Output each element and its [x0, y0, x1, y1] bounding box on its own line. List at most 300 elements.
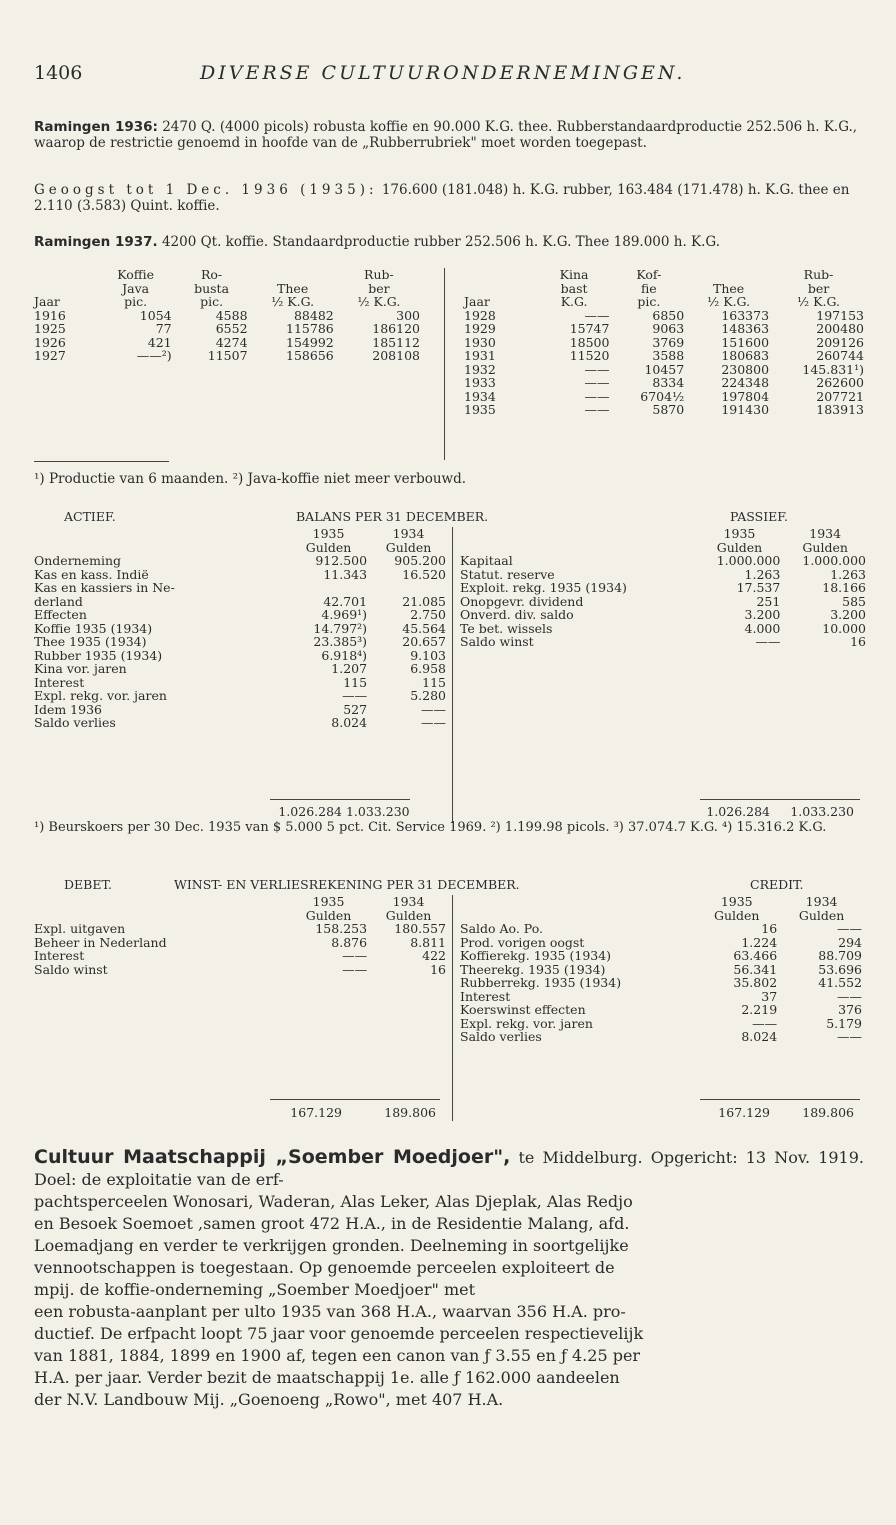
account-label: Expl. rekg. vor. jaren — [34, 688, 167, 703]
wv-title: WINST- EN VERLIESREKENING PER 31 DECEMBER. — [174, 877, 520, 892]
table-cell: 8334 — [652, 375, 685, 390]
account-value: —— — [421, 715, 446, 730]
account-row — [458, 622, 868, 636]
column-header: Jaar — [34, 294, 60, 309]
table-cell: 300 — [396, 307, 420, 323]
account-value: 251 — [756, 593, 781, 609]
balans-footnote: ¹) Beurskoers per 30 Dec. 1935 van $ 5.000 5 pct. Cit. Service 1969. ²) 1.199.98 picols. ³) 37.074.7 K.G. ⁴) 15.316.2 K.G. — [34, 820, 827, 835]
account-label: derland — [34, 593, 83, 609]
account-row — [458, 949, 864, 963]
table-header-row — [462, 268, 866, 282]
wv-total-right: 167.129 189.806 — [718, 1105, 854, 1120]
column-header: bast — [560, 280, 588, 296]
table-row — [462, 376, 866, 390]
unit-header-row — [32, 541, 448, 555]
table-row — [462, 363, 866, 377]
balans-total-rule-left — [270, 799, 410, 800]
wv-total-left: 167.129 189.806 — [290, 1105, 436, 1120]
account-label: Onverd. div. saldo — [460, 607, 574, 622]
account-value: 16 — [850, 634, 866, 649]
account-value: 5.280 — [410, 688, 446, 703]
column-header — [32, 268, 98, 282]
account-row — [458, 581, 868, 595]
account-row — [32, 622, 448, 636]
account-row — [458, 936, 864, 950]
account-value: —— — [837, 988, 862, 1004]
account-row — [458, 922, 864, 936]
account-value: 905.200 — [394, 553, 446, 568]
column-header: Rub- — [364, 267, 394, 282]
column-header: Rub- — [803, 267, 834, 282]
column-header — [250, 268, 336, 282]
table-cell: 1054 — [139, 307, 172, 323]
account-value: —— — [837, 921, 862, 936]
table-cell: 148363 — [721, 321, 770, 336]
table-cell: 180683 — [721, 348, 770, 363]
geoogst — [34, 182, 866, 214]
table-row — [462, 322, 866, 336]
account-label: Saldo winst — [34, 961, 108, 977]
year-header-row — [32, 527, 448, 541]
account-value: 1.000.000 — [716, 553, 781, 568]
passief-label: PASSIEF. — [730, 509, 788, 524]
table-cell: 1928 — [464, 307, 496, 323]
unit-header-row — [32, 909, 448, 923]
table-cell: 10457 — [644, 361, 685, 377]
year-header: 1934 — [805, 894, 838, 909]
account-label: Kas en kass. Indië — [34, 566, 149, 582]
account-label: Rubberrekg. 1935 (1934) — [460, 975, 622, 990]
table-cell: 11507 — [207, 348, 248, 363]
account-label: Rubber 1935 (1934) — [34, 647, 163, 663]
account-value: 3.200 — [744, 607, 781, 622]
table-cell: ——²) — [136, 348, 172, 363]
table-cell: 1931 — [464, 348, 496, 363]
account-value: 422 — [422, 948, 446, 963]
table-cell: 421 — [147, 334, 172, 350]
table-row — [462, 309, 866, 323]
account-label: Thee 1935 (1934) — [34, 634, 147, 649]
account-value: 912.500 — [315, 553, 368, 568]
table-header-row — [32, 268, 422, 282]
table-cell: —— — [584, 375, 610, 390]
balans-total-right: 1.026.284 1.033.230 — [706, 804, 854, 819]
account-label: Onderneming — [34, 553, 122, 568]
account-value: 6.918⁴) — [321, 647, 368, 663]
account-value: 8.811 — [410, 934, 446, 950]
table-cell: 1935 — [464, 402, 496, 417]
production-table-left — [32, 268, 422, 363]
table-cell: 1933 — [464, 375, 496, 390]
table-cell: 4588 — [215, 307, 248, 323]
account-value: 1.263 — [830, 566, 866, 582]
table-cell: 197804 — [721, 388, 770, 404]
account-value: 20.657 — [402, 634, 446, 649]
account-row — [458, 595, 868, 609]
table-cell: 230800 — [721, 361, 770, 377]
account-value: 527 — [343, 701, 368, 717]
unit-header-row — [458, 909, 864, 923]
table-row — [462, 349, 866, 363]
table-cell: 77 — [155, 321, 172, 336]
table-cell: 6850 — [652, 307, 685, 323]
account-value: 18.166 — [822, 580, 866, 595]
account-value: 41.552 — [818, 975, 862, 990]
account-value: 158.253 — [315, 921, 368, 936]
table-cell: 18500 — [569, 334, 610, 350]
column-header: ½ K.G. — [797, 294, 840, 309]
account-row — [32, 568, 448, 582]
account-row — [32, 581, 448, 595]
table-cell: 197153 — [816, 307, 864, 323]
wv-divider — [452, 895, 453, 1121]
account-label: Saldo Ao. Po. — [460, 921, 543, 936]
account-label: Koerswinst effecten — [460, 1002, 586, 1017]
account-row — [32, 949, 448, 963]
account-value: 11.343 — [323, 566, 368, 582]
unit-header: Gulden — [385, 539, 432, 555]
account-value: —— — [342, 688, 368, 703]
table-cell: 88482 — [293, 307, 334, 323]
table-cell: 1926 — [34, 334, 66, 350]
account-value: —— — [421, 701, 446, 717]
table-cell: 6552 — [215, 321, 248, 336]
table-cell: 1916 — [34, 307, 66, 323]
account-value: 88.709 — [818, 948, 862, 963]
balans-divider — [452, 527, 453, 823]
company-description: Cultuur Maatschappij „Soember Moedjoer", te Middelburg. Opgericht: 13 Nov. 1919. Doel: de exploitatie van de erf- pachtsperceelen Wonosari, Waderan, Alas Leker, Alas Djeplak, Alas Redjo en Besoek Soemoet ,samen groot 472 H.A., in de Residentie Malang, afd. Loemadjang en verder te verkrijgen gronden. Deelneming in soortgelijke vennootschappen is toegestaan. Op genoemde perceelen exploiteert de mpij. de koffie-onderneming „Soember Moedjoer" met een robusta-aanplant per ulto 1935 van 368 H.A., waarvan 356 H.A. pro- ductief. De erfpacht loopt 75 jaar voor genoemde perceelen respectievelijk van 1881, 1884, 1899 en 1900 af, tegen een canon van ƒ 3.55 en ƒ 4.25 per H.A. per jaar. Verder bezit de maatschappij 1e. alle ƒ 162.000 aandeelen der N.V. Landbouw Mij. „Goenoeng „Rowo", met 407 H.A. — [34, 1146, 864, 1409]
account-label: Onopgevr. dividend — [460, 593, 584, 609]
column-header: Thee — [277, 280, 309, 296]
account-row — [32, 595, 448, 609]
table-cell: 208108 — [372, 348, 420, 363]
table-cell: 260744 — [816, 348, 864, 363]
account-value: 1.224 — [741, 934, 778, 950]
account-row — [458, 1030, 864, 1044]
account-row — [32, 703, 448, 717]
account-value: 3.200 — [830, 607, 866, 622]
account-label: Theerekg. 1935 (1934) — [460, 961, 606, 977]
account-row — [32, 662, 448, 676]
account-value: 23.385³) — [313, 634, 368, 649]
table-cell: 1927 — [34, 348, 66, 363]
account-row — [32, 963, 448, 977]
account-row — [32, 689, 448, 703]
account-value: 585 — [842, 593, 866, 609]
account-value: —— — [342, 961, 368, 977]
account-row — [32, 608, 448, 622]
running-title: DIVERSE CULTUURONDERNEMINGEN. — [200, 62, 686, 84]
balans-title: BALANS PER 31 DECEMBER. — [296, 509, 489, 524]
column-header: pic. — [124, 294, 148, 309]
table-cell: 191430 — [721, 402, 770, 417]
table-cell: 11520 — [569, 348, 610, 363]
account-value: 8.024 — [741, 1029, 778, 1044]
account-value: 63.466 — [733, 948, 778, 963]
account-value: 5.179 — [826, 1015, 862, 1031]
column-header: ½ K.G. — [271, 294, 315, 309]
spacer — [32, 895, 288, 909]
table-header-row — [462, 282, 866, 296]
account-value: —— — [752, 1015, 778, 1031]
production-footnote: ¹) Productie van 6 maanden. ²) Java-koffie niet meer verbouwd. — [34, 471, 467, 487]
table-cell: 15747 — [569, 321, 610, 336]
table-header-row — [32, 282, 422, 296]
account-value: 53.696 — [818, 961, 862, 977]
unit-header-row — [458, 541, 868, 555]
column-header: ber — [368, 280, 390, 296]
account-value: —— — [755, 634, 781, 649]
account-value: 294 — [838, 934, 862, 950]
account-value: 45.564 — [402, 620, 446, 636]
account-row — [458, 976, 864, 990]
account-value: —— — [342, 948, 368, 963]
account-row — [458, 1017, 864, 1031]
account-value: 115 — [422, 674, 446, 690]
spacer — [458, 895, 694, 909]
table-cell: —— — [584, 307, 610, 323]
table-cell: 6704½ — [640, 388, 685, 404]
account-row — [32, 936, 448, 950]
table-cell: 5870 — [652, 402, 685, 417]
account-value: 8.876 — [331, 934, 368, 950]
account-value: 6.958 — [410, 661, 446, 676]
table-cell: 115786 — [286, 321, 334, 336]
balans-total-rule-right — [700, 799, 860, 800]
account-row — [32, 635, 448, 649]
wv-total-rule-right — [700, 1099, 860, 1100]
ramingen-1937 — [34, 234, 866, 250]
account-label: Kas en kassiers in Ne- — [34, 580, 175, 595]
column-header: ber — [807, 280, 830, 296]
account-value: 1.000.000 — [802, 553, 866, 568]
production-table-right — [462, 268, 866, 417]
company-name: Cultuur Maatschappij „Soember Moedjoer", — [34, 1146, 511, 1168]
table-divider — [444, 268, 445, 460]
year-header-row — [458, 527, 868, 541]
table-row — [462, 403, 866, 417]
account-label: Te bet. wissels — [460, 620, 553, 636]
account-value: 56.341 — [733, 961, 778, 977]
wv-debet-table — [32, 895, 448, 976]
unit-header: Gulden — [714, 907, 760, 923]
table-cell: 1930 — [464, 334, 496, 350]
balans-total-left: 1.026.284 1.033.230 — [278, 804, 410, 819]
table-cell: —— — [584, 388, 610, 404]
column-header: K.G. — [560, 294, 588, 309]
table-cell: 163373 — [721, 307, 770, 323]
account-row — [32, 922, 448, 936]
account-value: 16 — [430, 961, 446, 977]
account-row — [32, 676, 448, 690]
account-value: 42.701 — [323, 593, 368, 609]
account-value: 1.263 — [744, 566, 781, 582]
table-cell: 1925 — [34, 321, 66, 336]
table-row — [462, 390, 866, 404]
spacer — [458, 541, 697, 555]
account-label: Effecten — [34, 607, 87, 622]
wv-credit-table — [458, 895, 864, 1044]
account-value: 17.537 — [736, 580, 781, 595]
account-row — [458, 608, 868, 622]
wv-total-rule-left — [270, 1099, 440, 1100]
balans-actief-table — [32, 527, 448, 730]
account-label: Prod. vorigen oogst — [460, 934, 585, 950]
account-value: 9.103 — [410, 647, 446, 663]
unit-header: Gulden — [305, 539, 352, 555]
credit-label: CREDIT. — [750, 877, 804, 892]
account-label: Kina vor. jaren — [34, 661, 127, 676]
table-row — [32, 336, 422, 350]
table-cell: 4274 — [215, 334, 248, 350]
spacer — [32, 909, 288, 923]
table-cell: —— — [584, 361, 610, 377]
year-header: 1935 — [720, 894, 753, 909]
ramingen-1936 — [34, 119, 866, 151]
table-header-row — [32, 295, 422, 309]
ramingen-1936-label: Ramingen 1936: — [34, 119, 158, 135]
column-header — [32, 282, 98, 296]
year-header-row — [32, 895, 448, 909]
column-header: Thee — [713, 280, 745, 296]
unit-header: Gulden — [798, 907, 845, 923]
table-cell: 262600 — [816, 375, 864, 390]
column-header: Ro- — [200, 267, 223, 282]
year-header: 1935 — [723, 526, 756, 541]
account-value: 115 — [343, 674, 368, 690]
column-header: pic. — [637, 294, 661, 309]
account-value: 180.557 — [394, 921, 446, 936]
account-value: 14.797²) — [313, 620, 368, 636]
table-row — [32, 349, 422, 363]
year-header: 1934 — [392, 526, 425, 541]
column-header: ½ K.G. — [357, 294, 401, 309]
account-row — [458, 1003, 864, 1017]
table-cell: 183913 — [816, 402, 864, 417]
actief-label: ACTIEF. — [64, 509, 116, 524]
account-value: 16.520 — [402, 566, 446, 582]
debet-label: DEBET. — [64, 877, 112, 892]
account-row — [458, 963, 864, 977]
table-cell: 186120 — [372, 321, 420, 336]
unit-header: Gulden — [385, 907, 432, 923]
page-number: 1406 — [34, 62, 83, 84]
table-cell: 145.831¹) — [802, 361, 864, 377]
account-value: —— — [837, 1029, 862, 1044]
account-value — [369, 581, 448, 595]
account-row — [458, 554, 868, 568]
table-cell: 209126 — [816, 334, 864, 350]
account-label: Saldo winst — [460, 634, 534, 649]
column-header: ½ K.G. — [707, 294, 751, 309]
table-cell: 224348 — [721, 375, 770, 390]
account-value: 376 — [838, 1002, 862, 1017]
account-value: 16 — [761, 921, 778, 936]
spacer — [458, 527, 697, 541]
year-header: 1934 — [809, 526, 842, 541]
column-header: Koffie — [117, 267, 155, 282]
column-header — [686, 268, 771, 282]
year-header: 1935 — [312, 894, 345, 909]
account-row — [32, 554, 448, 568]
account-value: 21.085 — [402, 593, 446, 609]
table-header-row — [462, 295, 866, 309]
table-cell: —— — [584, 402, 610, 417]
account-label: Statut. reserve — [460, 566, 555, 582]
account-value — [288, 581, 369, 595]
unit-header: Gulden — [802, 539, 848, 555]
spacer — [32, 541, 288, 555]
account-row — [32, 649, 448, 663]
table-cell: 9063 — [652, 321, 685, 336]
column-header: pic. — [200, 294, 224, 309]
account-row — [458, 568, 868, 582]
account-value: 10.000 — [822, 620, 866, 636]
account-value: 2.219 — [741, 1002, 778, 1017]
table-cell: 154992 — [286, 334, 334, 350]
account-label: Beheer in Nederland — [34, 934, 167, 950]
spacer — [32, 527, 288, 541]
table-cell: 185112 — [372, 334, 420, 350]
table-cell: 3769 — [652, 334, 685, 350]
account-row — [458, 635, 868, 649]
account-value: 35.802 — [733, 975, 778, 990]
column-header: Kof- — [636, 267, 662, 282]
account-label: Koffierekg. 1935 (1934) — [460, 948, 612, 963]
year-header-row — [458, 895, 864, 909]
column-header: fie — [640, 280, 657, 296]
table-cell: 1932 — [464, 361, 496, 377]
table-cell: 151600 — [721, 334, 770, 350]
unit-header: Gulden — [305, 907, 352, 923]
account-label: Expl. uitgaven — [34, 921, 126, 936]
account-label: Saldo verlies — [460, 1029, 542, 1044]
ramingen-1936-text: 2470 Q. (4000 picols) robusta koffie en 90.000 K.G. thee. Rubberstandaardproductie 252.506 h. K.G., waarop de restrictie genoemd in hoofde van de „Rubberrubriek" moet worden toegepast. — [34, 119, 858, 151]
account-value: 37 — [761, 988, 778, 1004]
account-label: Saldo verlies — [34, 715, 116, 730]
account-label: Exploit. rekg. 1935 (1934) — [460, 580, 627, 595]
column-header: Java — [122, 280, 150, 296]
account-label: Interest — [34, 948, 85, 963]
table-cell: 1934 — [464, 388, 496, 404]
table-row — [462, 336, 866, 350]
table-cell: 1929 — [464, 321, 496, 336]
account-label: Koffie 1935 (1934) — [34, 620, 153, 636]
column-header: Jaar — [464, 294, 490, 309]
balans-passief-table — [458, 527, 868, 649]
column-header: Kina — [559, 267, 589, 282]
table-cell: 158656 — [286, 348, 334, 363]
account-value: 4.969¹) — [321, 607, 368, 622]
ramingen-1937-label: Ramingen 1937. — [34, 234, 158, 250]
account-label: Interest — [34, 674, 85, 690]
column-header — [462, 282, 537, 296]
account-value: 2.750 — [410, 607, 446, 622]
table-cell: 3588 — [652, 348, 685, 363]
account-label: Expl. rekg. vor. jaren — [460, 1015, 593, 1031]
spacer — [458, 909, 694, 923]
account-label: Idem 1936 — [34, 701, 102, 717]
year-header: 1935 — [312, 526, 345, 541]
account-value: 8.024 — [331, 715, 368, 730]
table-cell: 207721 — [816, 388, 864, 404]
account-row — [458, 990, 864, 1004]
table-row — [32, 309, 422, 323]
account-row — [32, 716, 448, 730]
column-header: busta — [194, 280, 230, 296]
geoogst-text: 176.600 (181.048) h. K.G. rubber, 163.484 (171.478) h. K.G. thee en 2.110 (3.583) Quint. koffie. — [34, 182, 850, 214]
account-label: Interest — [460, 988, 511, 1004]
